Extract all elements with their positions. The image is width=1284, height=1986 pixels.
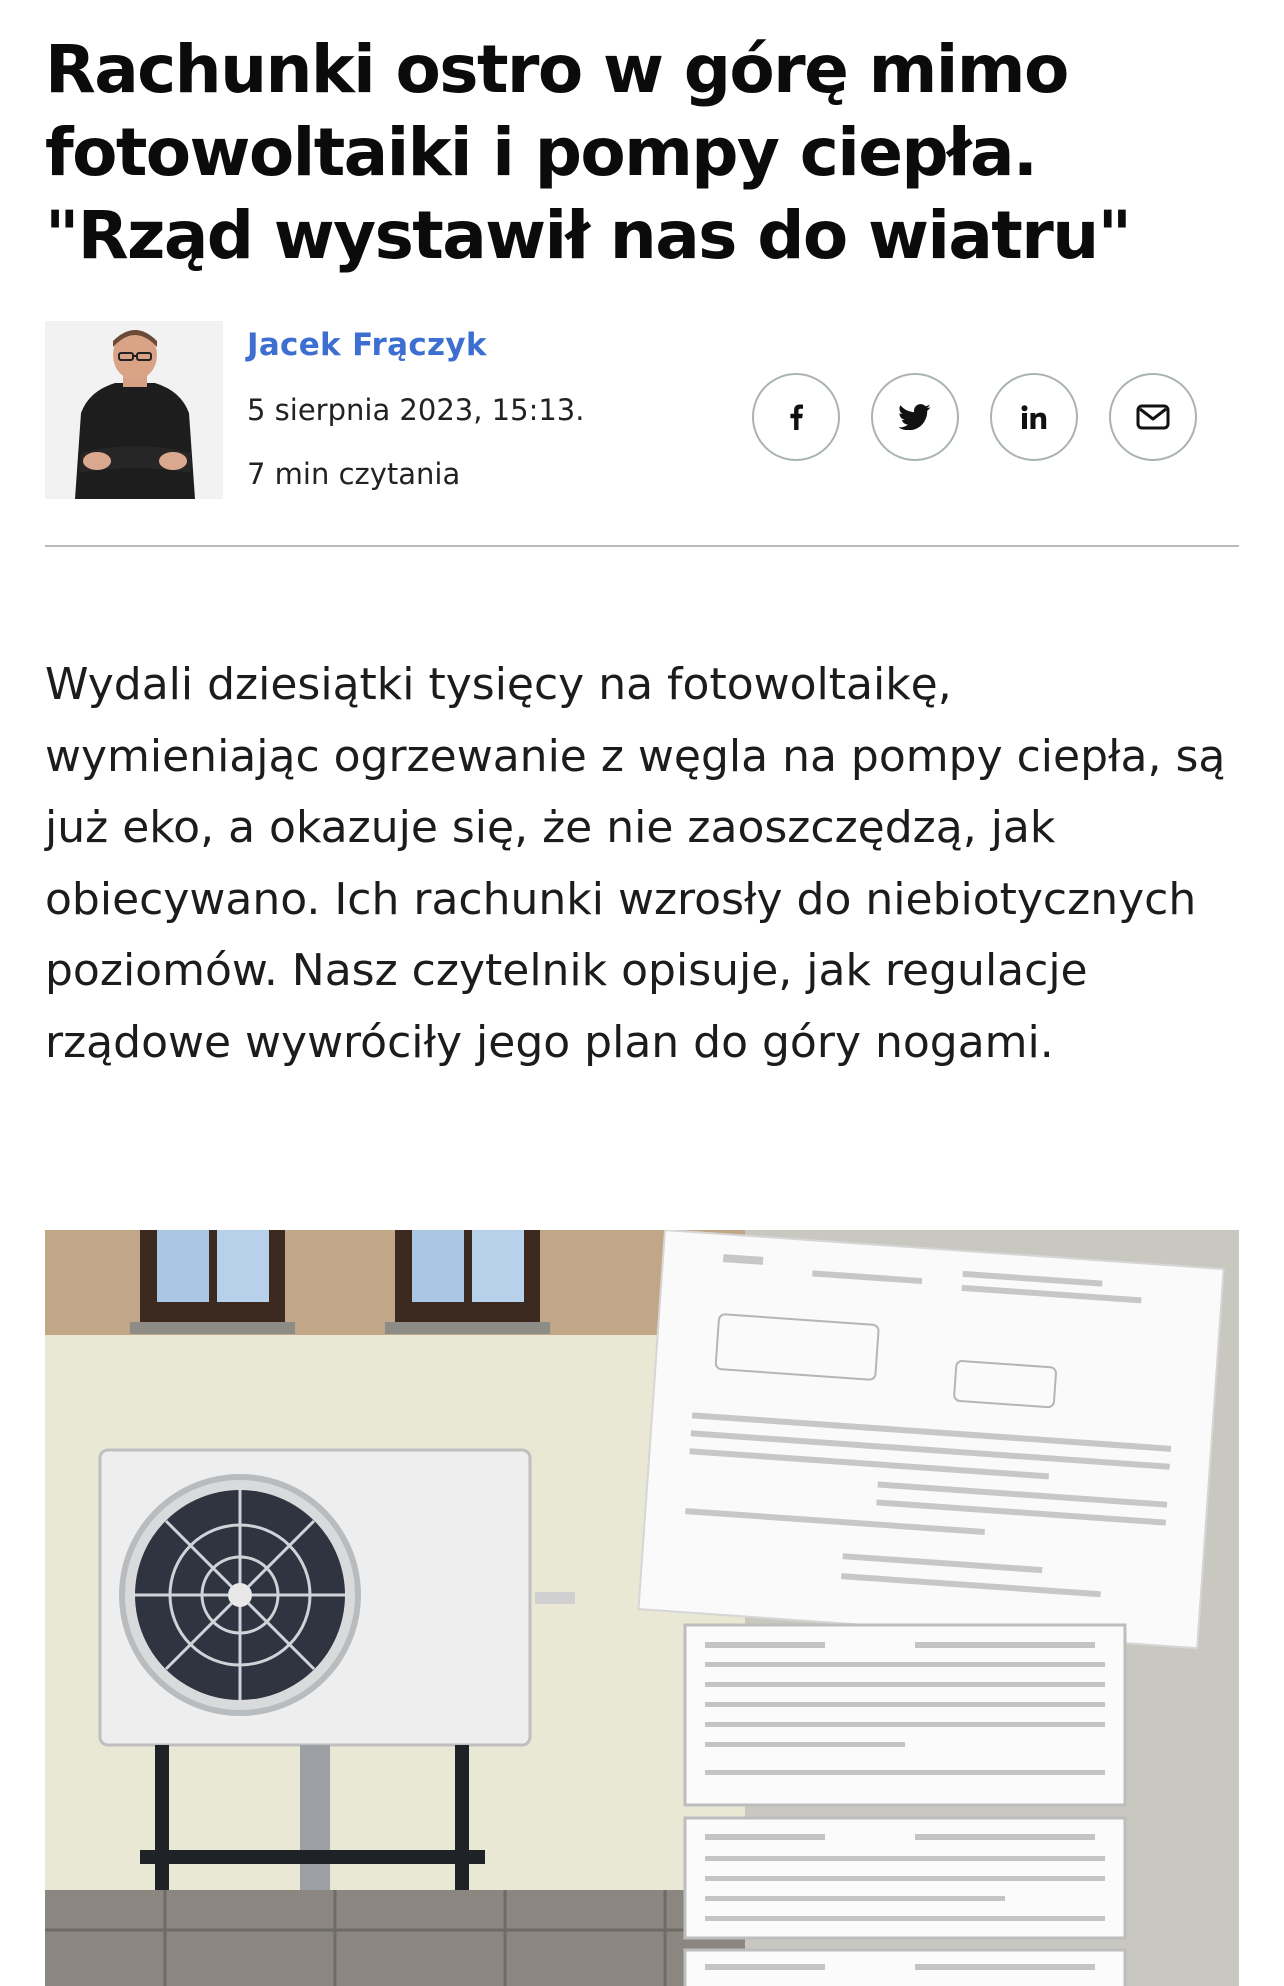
article-headline: Rachunki ostro w górę mimo fotowoltaiki i pompy ciepła. "Rząd wystawił nas do wiatru" bbox=[45, 31, 1131, 274]
share-email-button[interactable] bbox=[1109, 373, 1197, 461]
linkedin-icon bbox=[1021, 405, 1047, 429]
author-avatar[interactable] bbox=[45, 321, 223, 499]
author-link[interactable]: Jacek Frączyk bbox=[247, 327, 487, 363]
read-time: 7 min czytania bbox=[247, 457, 461, 491]
twitter-icon bbox=[899, 404, 931, 430]
author-photo bbox=[45, 321, 223, 499]
email-icon bbox=[1136, 404, 1170, 430]
article-lead: Wydali dziesiątki tysięcy na fotowoltaikę, wymieniając ogrzewanie z węgla na pompy ciepła, są już eko, a okazuje się, że nie zaoszczędzą, jak obiecywano. Ich rachunki wzrosły do niebiotycznych poziomów. Nasz czytelnik opisuje, jak regulacje rządowe wywróciły jego plan do góry nogami. bbox=[45, 659, 1226, 1068]
facebook-icon bbox=[788, 404, 804, 430]
meta-divider bbox=[45, 545, 1239, 547]
share-facebook-button[interactable] bbox=[752, 373, 840, 461]
share-twitter-button[interactable] bbox=[871, 373, 959, 461]
article-meta bbox=[45, 321, 1239, 551]
hero-image[interactable] bbox=[45, 1230, 1239, 1986]
publish-date: 5 sierpnia 2023, 15:13. bbox=[247, 393, 585, 427]
share-linkedin-button[interactable] bbox=[990, 373, 1078, 461]
heat-pump-and-bills-photo bbox=[45, 1230, 1239, 1986]
